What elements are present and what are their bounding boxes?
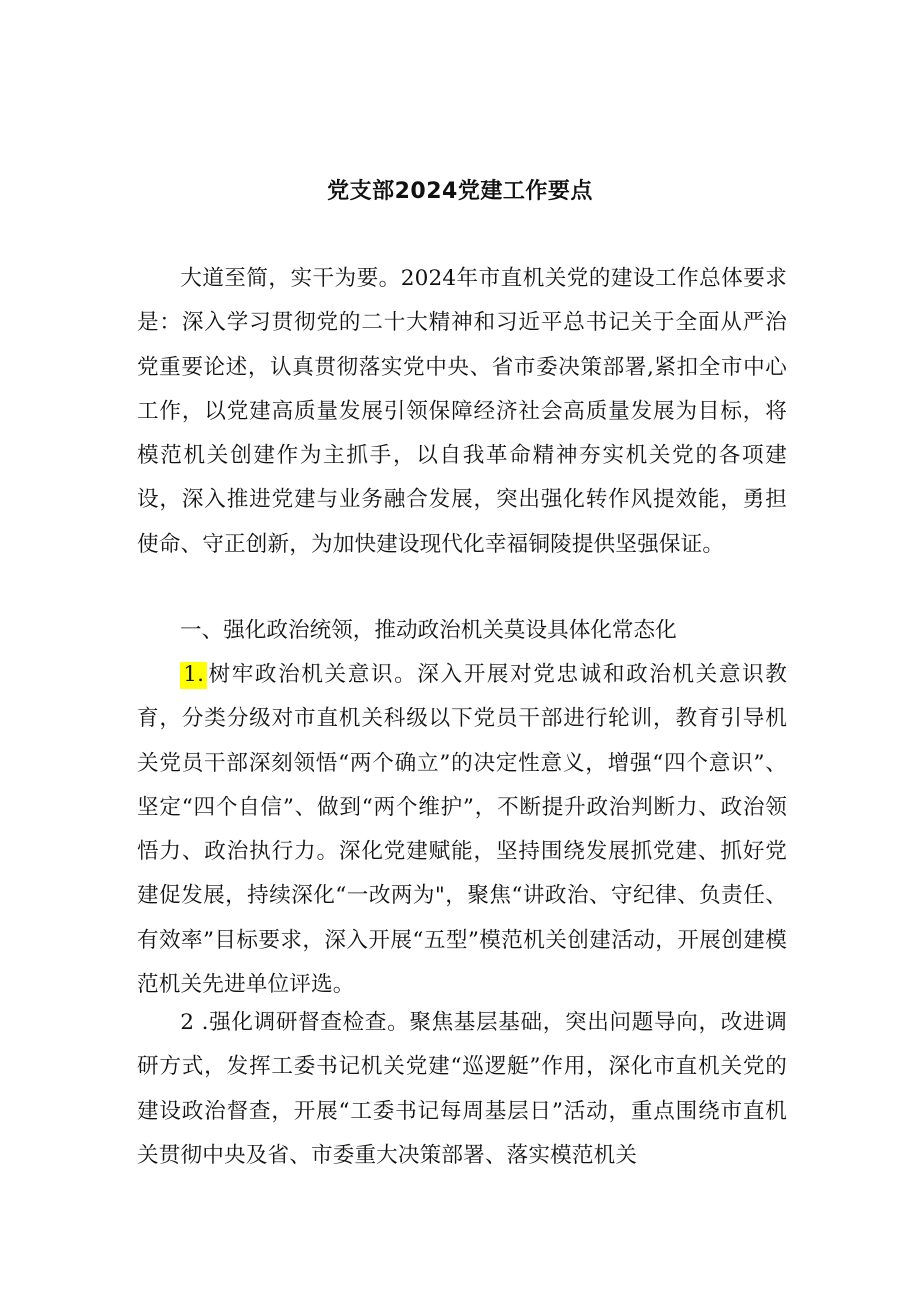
section-heading-1: 一、强化政治统领，推动政治机关莫设具体化常态化: [180, 618, 677, 643]
document-title: 党支部2024党建工作要点: [327, 179, 593, 204]
item-1-paragraph: [137, 653, 787, 1007]
item-1-text: 树牢政治机关意识。深入开展对党忠诚和政治机关意识教育，分类分级对市直机关科级以下党员干部进行轮训，教育引导机关党员干部深刻领悟“两个确立”的决定性意义，增强“四个意识”、坚定“四个自信”、做到“两个维护”，不断提升政治判断力、政治领悟力、政治执行力。深化党建赋能，坚持围绕发展抓党建、抓好党建促发展，持续深化“一改两为"，聚焦“讲政治、守纪律、负责任、有效率”目标要求，深入开展“五型”模范机关创建活动，开展创建模范机关先进单位评选。: [137, 662, 787, 998]
item-2-paragraph: [137, 1001, 787, 1178]
item-2-number: 2 .: [180, 1010, 209, 1035]
item-2-text: 强化调研督查检查。聚焦基层基础，突出问题导向，改进调研方式，发挥工委书记机关党建“巡逻艇”作用，深化市直机关党的建设政治督查，开展“工委书记每周基层日”活动，重点围绕市直机关贯彻中央及省、市委重大决策部署、落实模范机关: [137, 1010, 787, 1168]
intro-paragraph: 大道至简，实干为要。2024年市直机关党的建设工作总体要求是：深入学习贯彻党的二十大精神和习近平总书记关于全面从严治党重要论述，认真贯彻落实党中央、省市委决策部署,紧扣全市中心工作，以党建高质量发展引领保障经济社会高质量发展为目标，将模范机关创建作为主抓手，以自我革命精神夯实机关党的各项建设，深入推进党建与业务融合发展，突出强化转作风提效能，勇担使命、守正创新，为加快建设现代化幸福铜陵提供坚强保证。: [137, 266, 787, 557]
item-1-number-highlight: 1.: [180, 662, 207, 689]
